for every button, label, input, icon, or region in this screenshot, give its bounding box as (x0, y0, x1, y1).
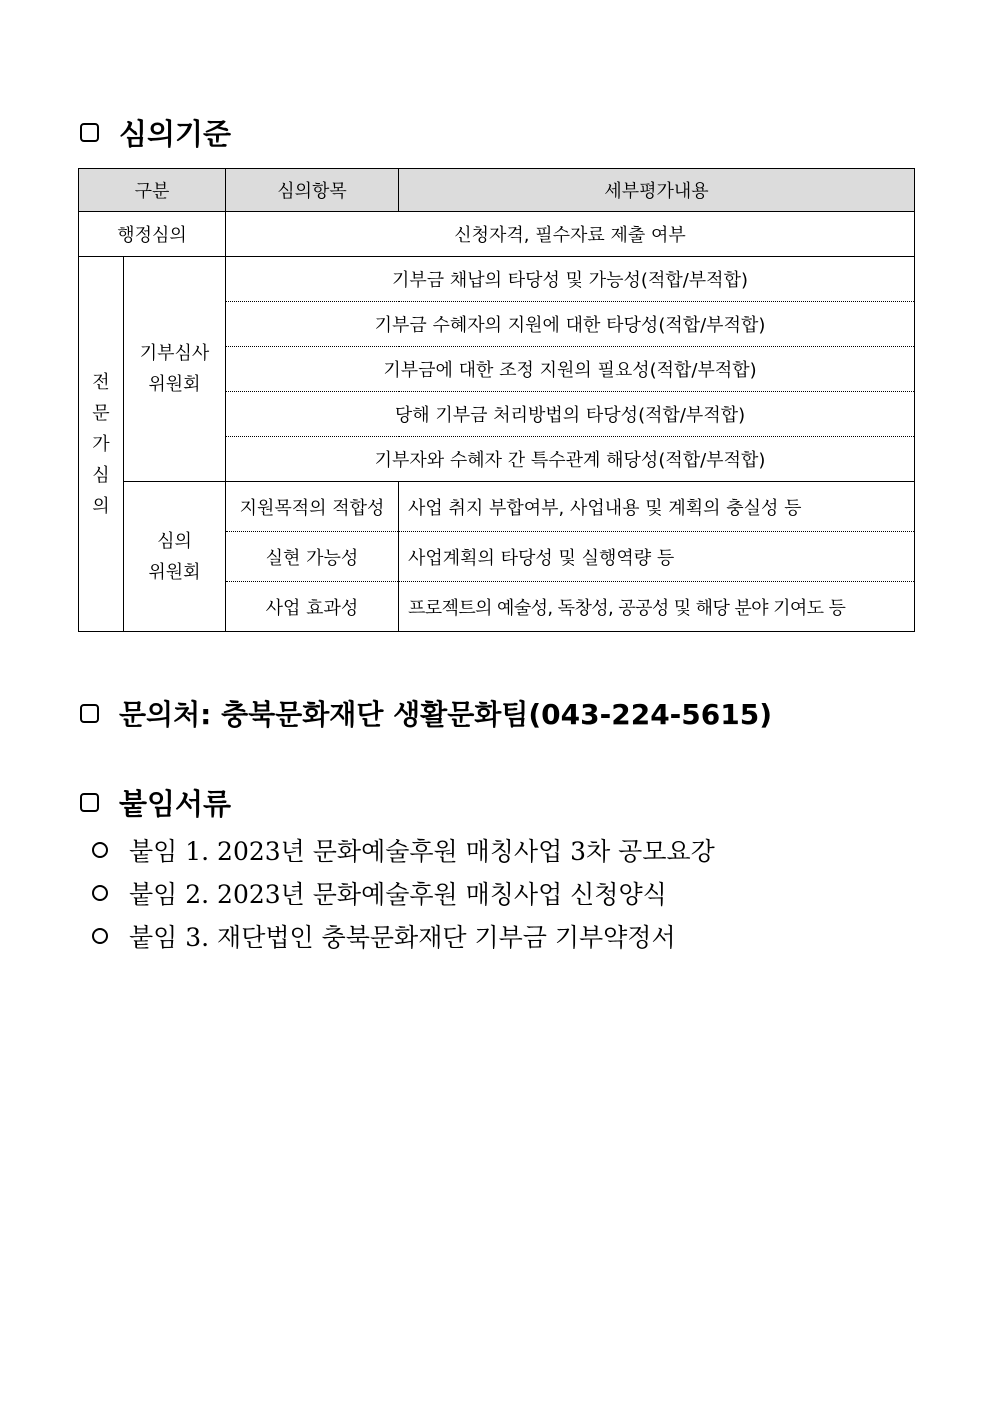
expert-label-char: 의 (92, 495, 110, 517)
checkbox-icon (80, 793, 99, 812)
criteria-heading-text: 심의기준 (119, 116, 232, 151)
donation-criterion: 기부금에 대한 조정 지원의 필요성(적합/부적합) (226, 347, 915, 392)
criteria-heading (80, 112, 231, 152)
expert-label-char: 가 (92, 433, 110, 455)
review-item: 사업 효과성 (226, 582, 399, 632)
circle-bullet-icon (92, 885, 108, 901)
review-item: 실현 가능성 (226, 532, 399, 582)
attachment-list (92, 828, 715, 957)
admin-review-label: 행정심의 (79, 212, 226, 257)
attachments-heading-text: 붙임서류 (119, 786, 232, 821)
review-committee-line: 위원회 (148, 561, 201, 583)
contact-heading-text: 문의처: 충북문화재단 생활문화팀(043-224-5615) (119, 698, 773, 731)
review-detail: 사업계획의 타당성 및 실행역량 등 (399, 532, 915, 582)
donation-criterion: 기부금 채납의 타당성 및 가능성(적합/부적합) (226, 257, 915, 302)
list-item (92, 914, 715, 957)
criteria-table (78, 168, 915, 632)
admin-review-row (79, 212, 915, 257)
review-detail: 사업 취지 부합여부, 사업내용 및 계획의 충실성 등 (399, 482, 915, 532)
attachment-text: 붙임 3. 재단법인 충북문화재단 기부금 기부약정서 (129, 922, 676, 952)
donation-committee-line: 기부심사 (139, 343, 210, 364)
circle-bullet-icon (92, 842, 108, 858)
attachments-heading (80, 782, 231, 822)
expert-review-label (79, 257, 124, 632)
expert-label-char: 전 (92, 371, 110, 393)
table-row (79, 482, 915, 532)
attachment-text: 붙임 2. 2023년 문화예술후원 매칭사업 신청양식 (129, 879, 667, 909)
contact-heading (80, 693, 772, 733)
table-row (79, 257, 915, 302)
review-item: 지원목적의 적합성 (226, 482, 399, 532)
review-committee-line: 심의 (157, 530, 192, 552)
header-detail: 세부평가내용 (399, 169, 915, 212)
admin-review-detail: 신청자격, 필수자료 제출 여부 (226, 212, 915, 257)
attachment-text: 붙임 1. 2023년 문화예술후원 매칭사업 3차 공모요강 (129, 836, 715, 866)
list-item (92, 871, 715, 914)
expert-label-char: 문 (92, 402, 110, 424)
expert-label-char: 심 (92, 464, 110, 486)
donation-committee-line: 위원회 (148, 374, 201, 395)
review-detail: 프로젝트의 예술성, 독창성, 공공성 및 해당 분야 기여도 등 (399, 582, 915, 632)
review-committee-label (124, 482, 226, 632)
donation-criterion: 당해 기부금 처리방법의 타당성(적합/부적합) (226, 392, 915, 437)
donation-criterion: 기부금 수혜자의 지원에 대한 타당성(적합/부적합) (226, 302, 915, 347)
donation-committee-label (124, 257, 226, 482)
circle-bullet-icon (92, 928, 108, 944)
checkbox-icon (80, 704, 99, 723)
donation-criterion: 기부자와 수혜자 간 특수관계 해당성(적합/부적합) (226, 437, 915, 482)
table-header-row (79, 169, 915, 212)
checkbox-icon (80, 123, 99, 142)
header-category: 구분 (79, 169, 226, 212)
list-item (92, 828, 715, 871)
header-item: 심의항목 (226, 169, 399, 212)
